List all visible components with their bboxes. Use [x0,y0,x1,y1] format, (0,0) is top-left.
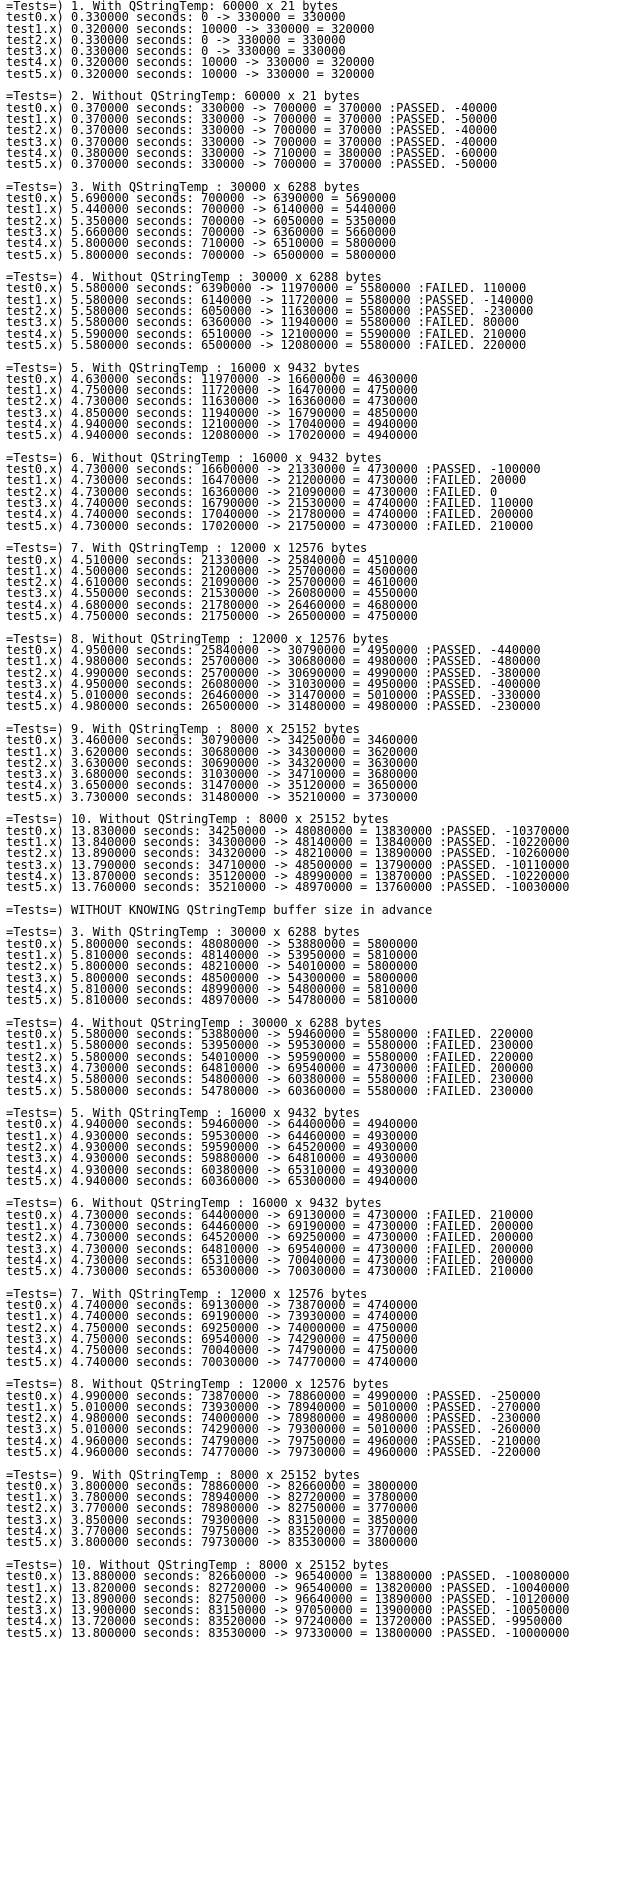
test-block-header: =Tests=) 1. With QStringTemp: 60000 x 21 bytes [6,0,339,13]
test-block [6,927,640,1006]
test-result-line: test4.x) 5.580000 seconds: 54800000 -> 60380000 = 5580000 :FAILED. 230000 [6,1072,534,1087]
test-result-line: test5.x) 5.810000 seconds: 48970000 -> 54780000 = 5810000 [6,993,418,1008]
test-result-line: test2.x) 13.890000 seconds: 34320000 -> 48210000 = 13890000 :PASSED. -10260000 [6,846,570,861]
test-block [6,450,640,533]
test-block [6,272,640,351]
test-result-line: test3.x) 4.850000 seconds: 11940000 -> 16790000 = 4850000 [6,405,418,420]
test-result-line: test4.x) 5.590000 seconds: 6510000 -> 12100000 = 5590000 :FAILED. 210000 [6,326,527,341]
test-result-line: test2.x) 5.580000 seconds: 54010000 -> 59590000 = 5580000 :FAILED. 220000 [6,1049,534,1064]
test-block [6,1015,640,1098]
test-block [6,1286,640,1369]
test-result-line: test1.x) 4.730000 seconds: 64460000 -> 69190000 = 4730000 :FAILED. 200000 [6,1219,534,1234]
test-result-line: test5.x) 3.730000 seconds: 31480000 -> 35210000 = 3730000 [6,789,418,804]
test-result-line: test0.x) 3.800000 seconds: 78860000 -> 82660000 = 3800000 [6,1478,418,1493]
test-result-line: test0.x) 4.730000 seconds: 64400000 -> 69130000 = 4730000 :FAILED. 210000 [6,1207,534,1222]
test-block [6,1467,640,1550]
test-result-line: test4.x) 3.650000 seconds: 31470000 -> 35120000 = 3650000 [6,778,418,793]
test-result-line: test2.x) 5.580000 seconds: 6050000 -> 11630000 = 5580000 :PASSED. -230000 [6,304,534,319]
test-result-line: test5.x) 4.980000 seconds: 26500000 -> 31480000 = 4980000 :PASSED. -230000 [6,699,541,714]
test-result-line: test5.x) 0.370000 seconds: 330000 -> 700000 = 370000 :PASSED. -50000 [6,157,498,172]
test-result-line: test3.x) 4.550000 seconds: 21530000 -> 26080000 = 4550000 [6,586,418,601]
test-block [6,91,640,170]
test-result-line: test1.x) 4.500000 seconds: 21200000 -> 25700000 = 4500000 [6,563,418,578]
test-result-line: test2.x) 5.350000 seconds: 700000 -> 6050000 = 5350000 [6,213,397,228]
test-result-line: test1.x) 0.370000 seconds: 330000 -> 700000 = 370000 :PASSED. -50000 [6,111,498,126]
test-result-line: test2.x) 4.730000 seconds: 16360000 -> 21090000 = 4730000 :FAILED. 0 [6,484,498,499]
test-result-line: test4.x) 4.930000 seconds: 60380000 -> 65310000 = 4930000 [6,1162,418,1177]
test-block [6,1108,640,1187]
test-result-line: test5.x) 13.760000 seconds: 35210000 -> 48970000 = 13760000 :PASSED. -10030000 [6,880,570,895]
test-result-line: test2.x) 4.930000 seconds: 59590000 -> 64520000 = 4930000 [6,1139,418,1154]
test-result-line: test0.x) 13.830000 seconds: 34250000 -> 48080000 = 13830000 :PASSED. -10370000 [6,823,570,838]
test-block-header: =Tests=) 2. Without QStringTemp: 60000 x 21 bytes [6,89,361,104]
test-result-line: test3.x) 3.850000 seconds: 79300000 -> 83150000 = 3850000 [6,1512,418,1527]
test-result-line: test2.x) 4.980000 seconds: 74000000 -> 78980000 = 4980000 :PASSED. -230000 [6,1411,541,1426]
test-block [6,631,640,714]
test-result-line: test1.x) 5.440000 seconds: 700000 -> 6140000 = 5440000 [6,202,397,217]
test-block-header: =Tests=) 8. Without QStringTemp : 12000 x 12576 bytes [6,631,389,646]
test-result-line: test0.x) 4.730000 seconds: 16600000 -> 21330000 = 4730000 :PASSED. -100000 [6,462,541,477]
test-result-line: test5.x) 5.580000 seconds: 54780000 -> 60360000 = 5580000 :FAILED. 230000 [6,1083,534,1098]
test-block [6,1,640,80]
test-result-line: test2.x) 0.370000 seconds: 330000 -> 700000 = 370000 :PASSED. -40000 [6,123,498,138]
test-block-header: =Tests=) 9. With QStringTemp : 8000 x 25152 bytes [6,722,361,736]
test-result-line: test5.x) 5.800000 seconds: 700000 -> 6500000 = 5800000 [6,247,397,262]
test-result-line: test4.x) 0.380000 seconds: 330000 -> 710000 = 380000 :PASSED. -60000 [6,145,498,160]
test-result-line: test1.x) 0.320000 seconds: 10000 -> 330000 = 320000 [6,21,375,36]
test-result-line: test0.x) 0.330000 seconds: 0 -> 330000 = 330000 [6,10,346,25]
test-result-line: test2.x) 3.630000 seconds: 30690000 -> 34320000 = 3630000 [6,755,418,770]
test-block [6,724,640,803]
test-result-line: test1.x) 4.750000 seconds: 11720000 -> 16470000 = 4750000 [6,383,418,398]
test-result-line: test3.x) 13.900000 seconds: 83150000 -> 97050000 = 13900000 :PASSED. -10050000 [6,1603,570,1618]
test-result-line: test3.x) 5.800000 seconds: 48500000 -> 54300000 = 5800000 [6,970,418,985]
test-result-line: test4.x) 4.940000 seconds: 12100000 -> 17040000 = 4940000 [6,416,418,431]
test-block-header: =Tests=) 10. Without QStringTemp : 8000 x 25152 bytes [6,1557,389,1572]
test-result-line: test3.x) 13.790000 seconds: 34710000 -> 48500000 = 13790000 :PASSED. -10110000 [6,857,570,872]
test-result-line: test4.x) 13.720000 seconds: 83520000 -> 97240000 = 13720000 :PASSED. -9950000 [6,1614,563,1629]
test-result-line: test4.x) 4.750000 seconds: 70040000 -> 74790000 = 4750000 [6,1343,418,1358]
test-block-header: =Tests=) WITHOUT KNOWING QStringTemp buffer size in advance [6,902,433,917]
test-block-header: =Tests=) 8. Without QStringTemp : 12000 x 12576 bytes [6,1377,389,1392]
test-result-line: test2.x) 4.610000 seconds: 21090000 -> 25700000 = 4610000 [6,575,418,590]
test-result-line: test3.x) 4.750000 seconds: 69540000 -> 74290000 = 4750000 [6,1332,418,1347]
test-result-line: test1.x) 4.730000 seconds: 16470000 -> 21200000 = 4730000 :FAILED. 20000 [6,473,527,488]
test-result-line: test4.x) 5.810000 seconds: 48990000 -> 54800000 = 5810000 [6,981,418,996]
test-result-line: test5.x) 3.800000 seconds: 79730000 -> 83530000 = 3800000 [6,1535,418,1550]
test-result-line: test1.x) 5.810000 seconds: 48140000 -> 53950000 = 5810000 [6,947,418,962]
test-block-header: =Tests=) 7. With QStringTemp : 12000 x 12576 bytes [6,541,368,556]
test-result-line: test2.x) 5.800000 seconds: 48210000 -> 54010000 = 5800000 [6,959,418,974]
test-block-header: =Tests=) 4. Without QStringTemp : 30000 x 6288 bytes [6,270,382,285]
test-result-line: test5.x) 13.800000 seconds: 83530000 -> 97330000 = 13800000 :PASSED. -10000000 [6,1625,570,1640]
test-result-line: test4.x) 0.320000 seconds: 10000 -> 330000 = 320000 [6,55,375,70]
test-block-header: =Tests=) 3. With QStringTemp : 30000 x 6288 bytes [6,925,361,940]
test-result-line: test4.x) 5.800000 seconds: 710000 -> 6510000 = 5800000 [6,236,397,251]
test-result-line: test5.x) 4.740000 seconds: 70030000 -> 74770000 = 4740000 [6,1354,418,1369]
test-result-line: test0.x) 4.990000 seconds: 73870000 -> 78860000 = 4990000 :PASSED. -250000 [6,1388,541,1403]
test-result-line: test4.x) 5.010000 seconds: 26460000 -> 31470000 = 5010000 :PASSED. -330000 [6,688,541,703]
test-block-header: =Tests=) 4. Without QStringTemp : 30000 x 6288 bytes [6,1015,382,1030]
test-result-line: test5.x) 4.730000 seconds: 17020000 -> 21750000 = 4730000 :FAILED. 210000 [6,518,534,533]
test-result-line: test3.x) 0.370000 seconds: 330000 -> 700000 = 370000 :PASSED. -40000 [6,134,498,149]
test-result-line: test0.x) 4.940000 seconds: 59460000 -> 64400000 = 4940000 [6,1117,418,1132]
test-result-line: test4.x) 4.740000 seconds: 17040000 -> 21780000 = 4740000 :FAILED. 200000 [6,507,534,522]
test-result-line: test3.x) 4.930000 seconds: 59880000 -> 64810000 = 4930000 [6,1151,418,1166]
test-result-line: test5.x) 5.580000 seconds: 6500000 -> 12080000 = 5580000 :FAILED. 220000 [6,337,527,352]
test-block-header: =Tests=) 6. Without QStringTemp : 16000 x 9432 bytes [6,450,382,465]
test-result-line: test1.x) 5.580000 seconds: 53950000 -> 59530000 = 5580000 :FAILED. 230000 [6,1038,534,1053]
test-block-header: =Tests=) 5. With QStringTemp : 16000 x 9432 bytes [6,360,361,375]
test-result-line: test5.x) 0.320000 seconds: 10000 -> 330000 = 320000 [6,66,375,81]
test-result-line: test0.x) 4.630000 seconds: 11970000 -> 16600000 = 4630000 [6,371,418,386]
test-result-line: test1.x) 5.010000 seconds: 73930000 -> 78940000 = 5010000 :PASSED. -270000 [6,1399,541,1414]
test-result-line: test2.x) 13.890000 seconds: 82750000 -> 96640000 = 13890000 :PASSED. -10120000 [6,1591,570,1606]
test-block-header: =Tests=) 7. With QStringTemp : 12000 x 12576 bytes [6,1286,368,1301]
test-result-line: test4.x) 4.680000 seconds: 21780000 -> 26460000 = 4680000 [6,597,418,612]
test-result-line: test0.x) 3.460000 seconds: 30790000 -> 34250000 = 3460000 [6,733,418,748]
test-result-line: test2.x) 3.770000 seconds: 78980000 -> 82750000 = 3770000 [6,1501,418,1516]
test-result-line: test1.x) 3.780000 seconds: 78940000 -> 82720000 = 3780000 [6,1490,418,1505]
test-result-line: test2.x) 4.990000 seconds: 25700000 -> 30690000 = 4990000 :PASSED. -380000 [6,665,541,680]
test-block [6,360,640,443]
test-result-line: test4.x) 4.730000 seconds: 65310000 -> 70040000 = 4730000 :FAILED. 200000 [6,1252,534,1267]
test-result-line: test1.x) 4.930000 seconds: 59530000 -> 64460000 = 4930000 [6,1128,418,1143]
test-result-line: test3.x) 3.680000 seconds: 31030000 -> 34710000 = 3680000 [6,767,418,782]
test-block [6,814,640,893]
test-result-line: test3.x) 5.660000 seconds: 700000 -> 6360000 = 5660000 [6,224,397,239]
test-result-line: test0.x) 5.690000 seconds: 700000 -> 6390000 = 5690000 [6,191,397,206]
test-result-line: test0.x) 4.740000 seconds: 69130000 -> 73870000 = 4740000 [6,1298,418,1313]
test-result-line: test5.x) 4.940000 seconds: 12080000 -> 17020000 = 4940000 [6,428,418,443]
test-result-line: test3.x) 5.010000 seconds: 74290000 -> 79300000 = 5010000 :PASSED. -260000 [6,1422,541,1437]
test-result-line: test5.x) 4.730000 seconds: 65300000 -> 70030000 = 4730000 :FAILED. 210000 [6,1264,534,1279]
test-block-header: =Tests=) 3. With QStringTemp : 30000 x 6288 bytes [6,179,361,194]
test-result-line: test3.x) 4.740000 seconds: 16790000 -> 21530000 = 4740000 :FAILED. 110000 [6,496,534,511]
test-block-header: =Tests=) 5. With QStringTemp : 16000 x 9432 bytes [6,1106,361,1121]
test-block [6,179,640,262]
test-result-line: test3.x) 0.330000 seconds: 0 -> 330000 = 330000 [6,44,346,59]
test-result-line: test1.x) 4.980000 seconds: 25700000 -> 30680000 = 4980000 :PASSED. -480000 [6,654,541,669]
test-result-line: test5.x) 4.960000 seconds: 74770000 -> 79730000 = 4960000 :PASSED. -220000 [6,1445,541,1459]
test-result-line: test4.x) 13.870000 seconds: 35120000 -> 48990000 = 13870000 :PASSED. -10220000 [6,868,570,883]
test-result-line: test1.x) 4.740000 seconds: 69190000 -> 73930000 = 4740000 [6,1309,418,1324]
test-result-line: test2.x) 4.750000 seconds: 69250000 -> 74000000 = 4750000 [6,1320,418,1335]
test-block [6,1198,640,1277]
test-result-line: test0.x) 13.880000 seconds: 82660000 -> 96540000 = 13880000 :PASSED. -10080000 [6,1569,570,1584]
test-block [6,902,640,917]
test-result-line: test3.x) 5.580000 seconds: 6360000 -> 11940000 = 5580000 :FAILED. 80000 [6,315,519,330]
test-result-line: test1.x) 5.580000 seconds: 6140000 -> 11720000 = 5580000 :PASSED. -140000 [6,292,534,307]
test-result-line: test5.x) 4.750000 seconds: 21750000 -> 26500000 = 4750000 [6,609,418,624]
test-result-line: test2.x) 4.730000 seconds: 11630000 -> 16360000 = 4730000 [6,394,418,409]
test-result-line: test0.x) 5.580000 seconds: 53880000 -> 59460000 = 5580000 :FAILED. 220000 [6,1027,534,1042]
test-result-line: test2.x) 4.730000 seconds: 64520000 -> 69250000 = 4730000 :FAILED. 200000 [6,1230,534,1245]
test-result-line: test0.x) 4.510000 seconds: 21330000 -> 25840000 = 4510000 [6,552,418,567]
test-result-line: test2.x) 0.330000 seconds: 0 -> 330000 = 330000 [6,32,346,47]
test-block [6,543,640,622]
test-result-line: test0.x) 4.950000 seconds: 25840000 -> 30790000 = 4950000 :PASSED. -440000 [6,642,541,657]
test-block [6,1379,640,1458]
test-result-line: test0.x) 5.800000 seconds: 48080000 -> 53880000 = 5800000 [6,936,418,951]
test-result-line: test0.x) 0.370000 seconds: 330000 -> 700000 = 370000 :PASSED. -40000 [6,100,498,115]
test-result-line: test3.x) 4.730000 seconds: 64810000 -> 69540000 = 4730000 :FAILED. 200000 [6,1241,534,1256]
test-block-header: =Tests=) 6. Without QStringTemp : 16000 x 9432 bytes [6,1196,382,1211]
test-block-header: =Tests=) 10. Without QStringTemp : 8000 x 25152 bytes [6,812,389,827]
test-result-line: test3.x) 4.950000 seconds: 26080000 -> 31030000 = 4950000 :PASSED. -400000 [6,676,541,691]
test-block-header: =Tests=) 9. With QStringTemp : 8000 x 25152 bytes [6,1467,361,1482]
test-result-line: test5.x) 4.940000 seconds: 60360000 -> 65300000 = 4940000 [6,1173,418,1188]
test-result-line: test1.x) 3.620000 seconds: 30680000 -> 34300000 = 3620000 [6,744,418,759]
test-result-line: test4.x) 3.770000 seconds: 79750000 -> 83520000 = 3770000 [6,1524,418,1539]
test-result-line: test0.x) 5.580000 seconds: 6390000 -> 11970000 = 5580000 :FAILED. 110000 [6,281,527,296]
test-result-line: test4.x) 4.960000 seconds: 74790000 -> 79750000 = 4960000 :PASSED. -210000 [6,1433,541,1448]
test-result-line: test3.x) 4.730000 seconds: 64810000 -> 69540000 = 4730000 :FAILED. 200000 [6,1060,534,1075]
test-result-line: test1.x) 13.840000 seconds: 34300000 -> 48140000 = 13840000 :PASSED. -10220000 [6,834,570,849]
test-block [6,1557,640,1640]
test-result-line: test1.x) 13.820000 seconds: 82720000 -> 96540000 = 13820000 :PASSED. -10040000 [6,1580,570,1595]
